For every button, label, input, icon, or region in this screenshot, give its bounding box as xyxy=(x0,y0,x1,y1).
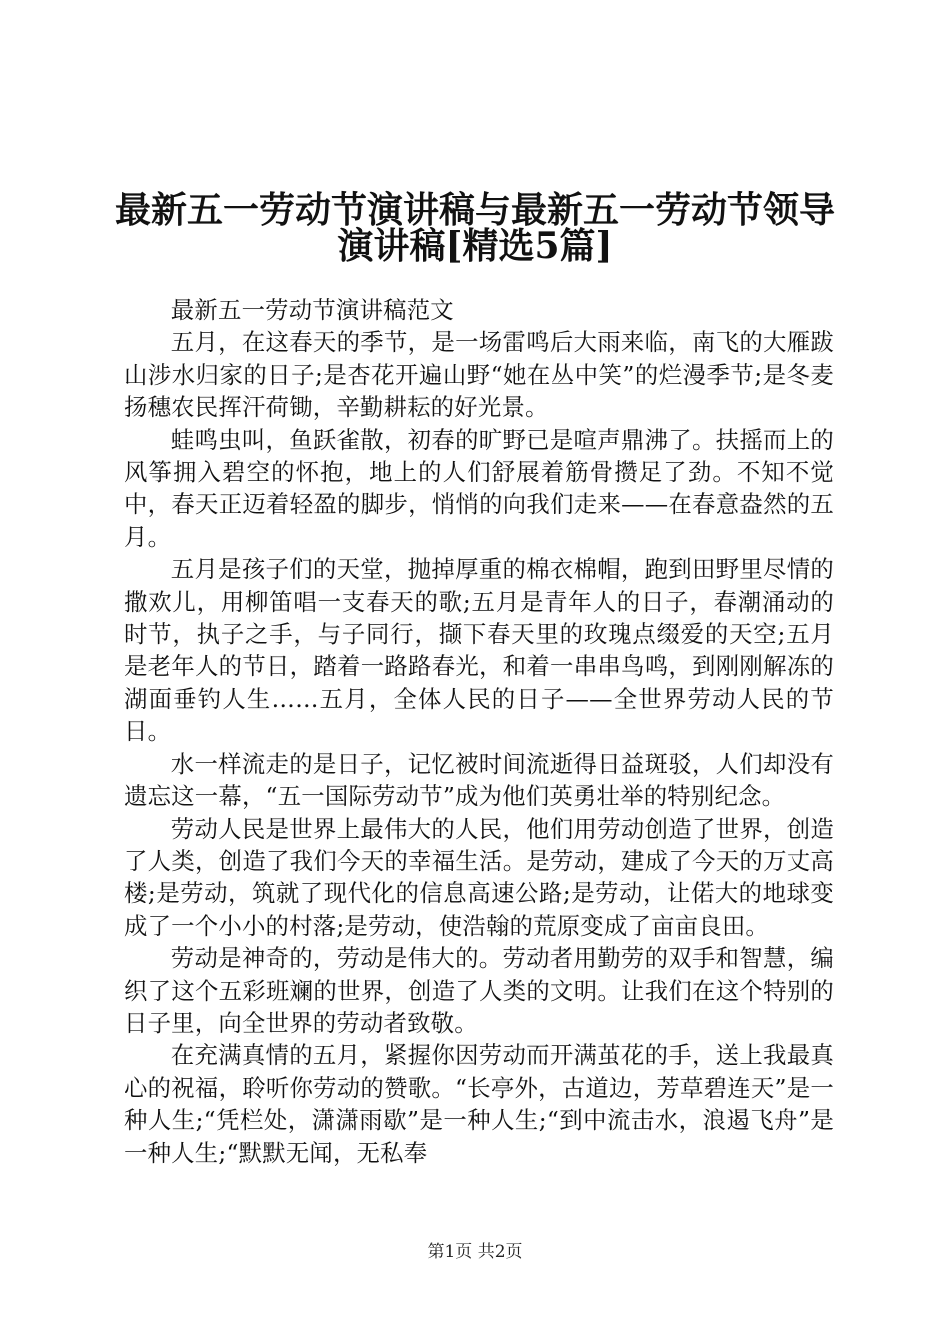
document-title-line-1: 最新五一劳动节演讲稿与最新五一劳动节领导 xyxy=(114,189,835,231)
paragraph: 在充满真情的五月，紧握你因劳动而开满茧花的手，送上我最真心的祝福，聆听你劳动的赞歌。“长亭外，古道边，芳草碧连天”是一种人生;“凭栏处，潇潇雨歇”是一种人生;“到中流击水，浪遏飞舟”是一种人生;“默默无闻，无私奉 xyxy=(124,1041,834,1167)
paragraph: 水一样流走的是日子，记忆被时间流逝得日益斑驳，人们却没有遗忘这一幕，“五一国际劳动节”成为他们英勇壮举的特别纪念。 xyxy=(124,749,834,811)
paragraph: 五月是孩子们的天堂，抛掉厚重的棉衣棉帽，跑到田野里尽情的撒欢儿，用柳笛唱一支春天的歌;五月是青年人的日子，春潮涌动的时节，执子之手，与子同行，撷下春天里的玫瑰点缀爱的天空;五月是老年人的节日，踏着一路路春光，和着一串串鸟鸣，到刚刚解冻的湖面垂钓人生……五月，全体人民的日子——全世界劳动人民的节日。 xyxy=(124,555,834,746)
document-title-line-2: 演讲稿[精选5篇] xyxy=(337,225,613,267)
section-heading: 最新五一劳动节演讲稿范文 xyxy=(170,296,454,324)
page-footer: 第1页 共2页 xyxy=(427,1242,523,1262)
paragraph: 五月，在这春天的季节，是一场雷鸣后大雨来临，南飞的大雁跋山涉水归家的日子;是杏花开遍山野“她在丛中笑”的烂漫季节;是冬麦扬穗农民挥汗荷锄，辛勤耕耘的好光景。 xyxy=(124,328,834,422)
paragraph: 蛙鸣虫叫，鱼跃雀散，初春的旷野已是喧声鼎沸了。扶摇而上的风筝拥入碧空的怀抱，地上的人们舒展着筋骨攒足了劲。不知不觉中，春天正迈着轻盈的脚步，悄悄的向我们走来——在春意盎然的五月。 xyxy=(124,425,834,551)
paragraph: 劳动是神奇的，劳动是伟大的。劳动者用勤劳的双手和智慧，编织了这个五彩班斓的世界，创造了人类的文明。让我们在这个特别的日子里，向全世界的劳动者致敬。 xyxy=(124,944,834,1037)
document-body xyxy=(124,294,834,1169)
paragraph: 劳动人民是世界上最伟大的人民，他们用劳动创造了世界，创造了人类，创造了我们今天的幸福生活。是劳动，建成了今天的万丈高楼;是劳动，筑就了现代化的信息高速公路;是劳动，让偌大的地球变成了一个小小的村落;是劳动，使浩翰的荒原变成了亩亩良田。 xyxy=(124,814,834,940)
